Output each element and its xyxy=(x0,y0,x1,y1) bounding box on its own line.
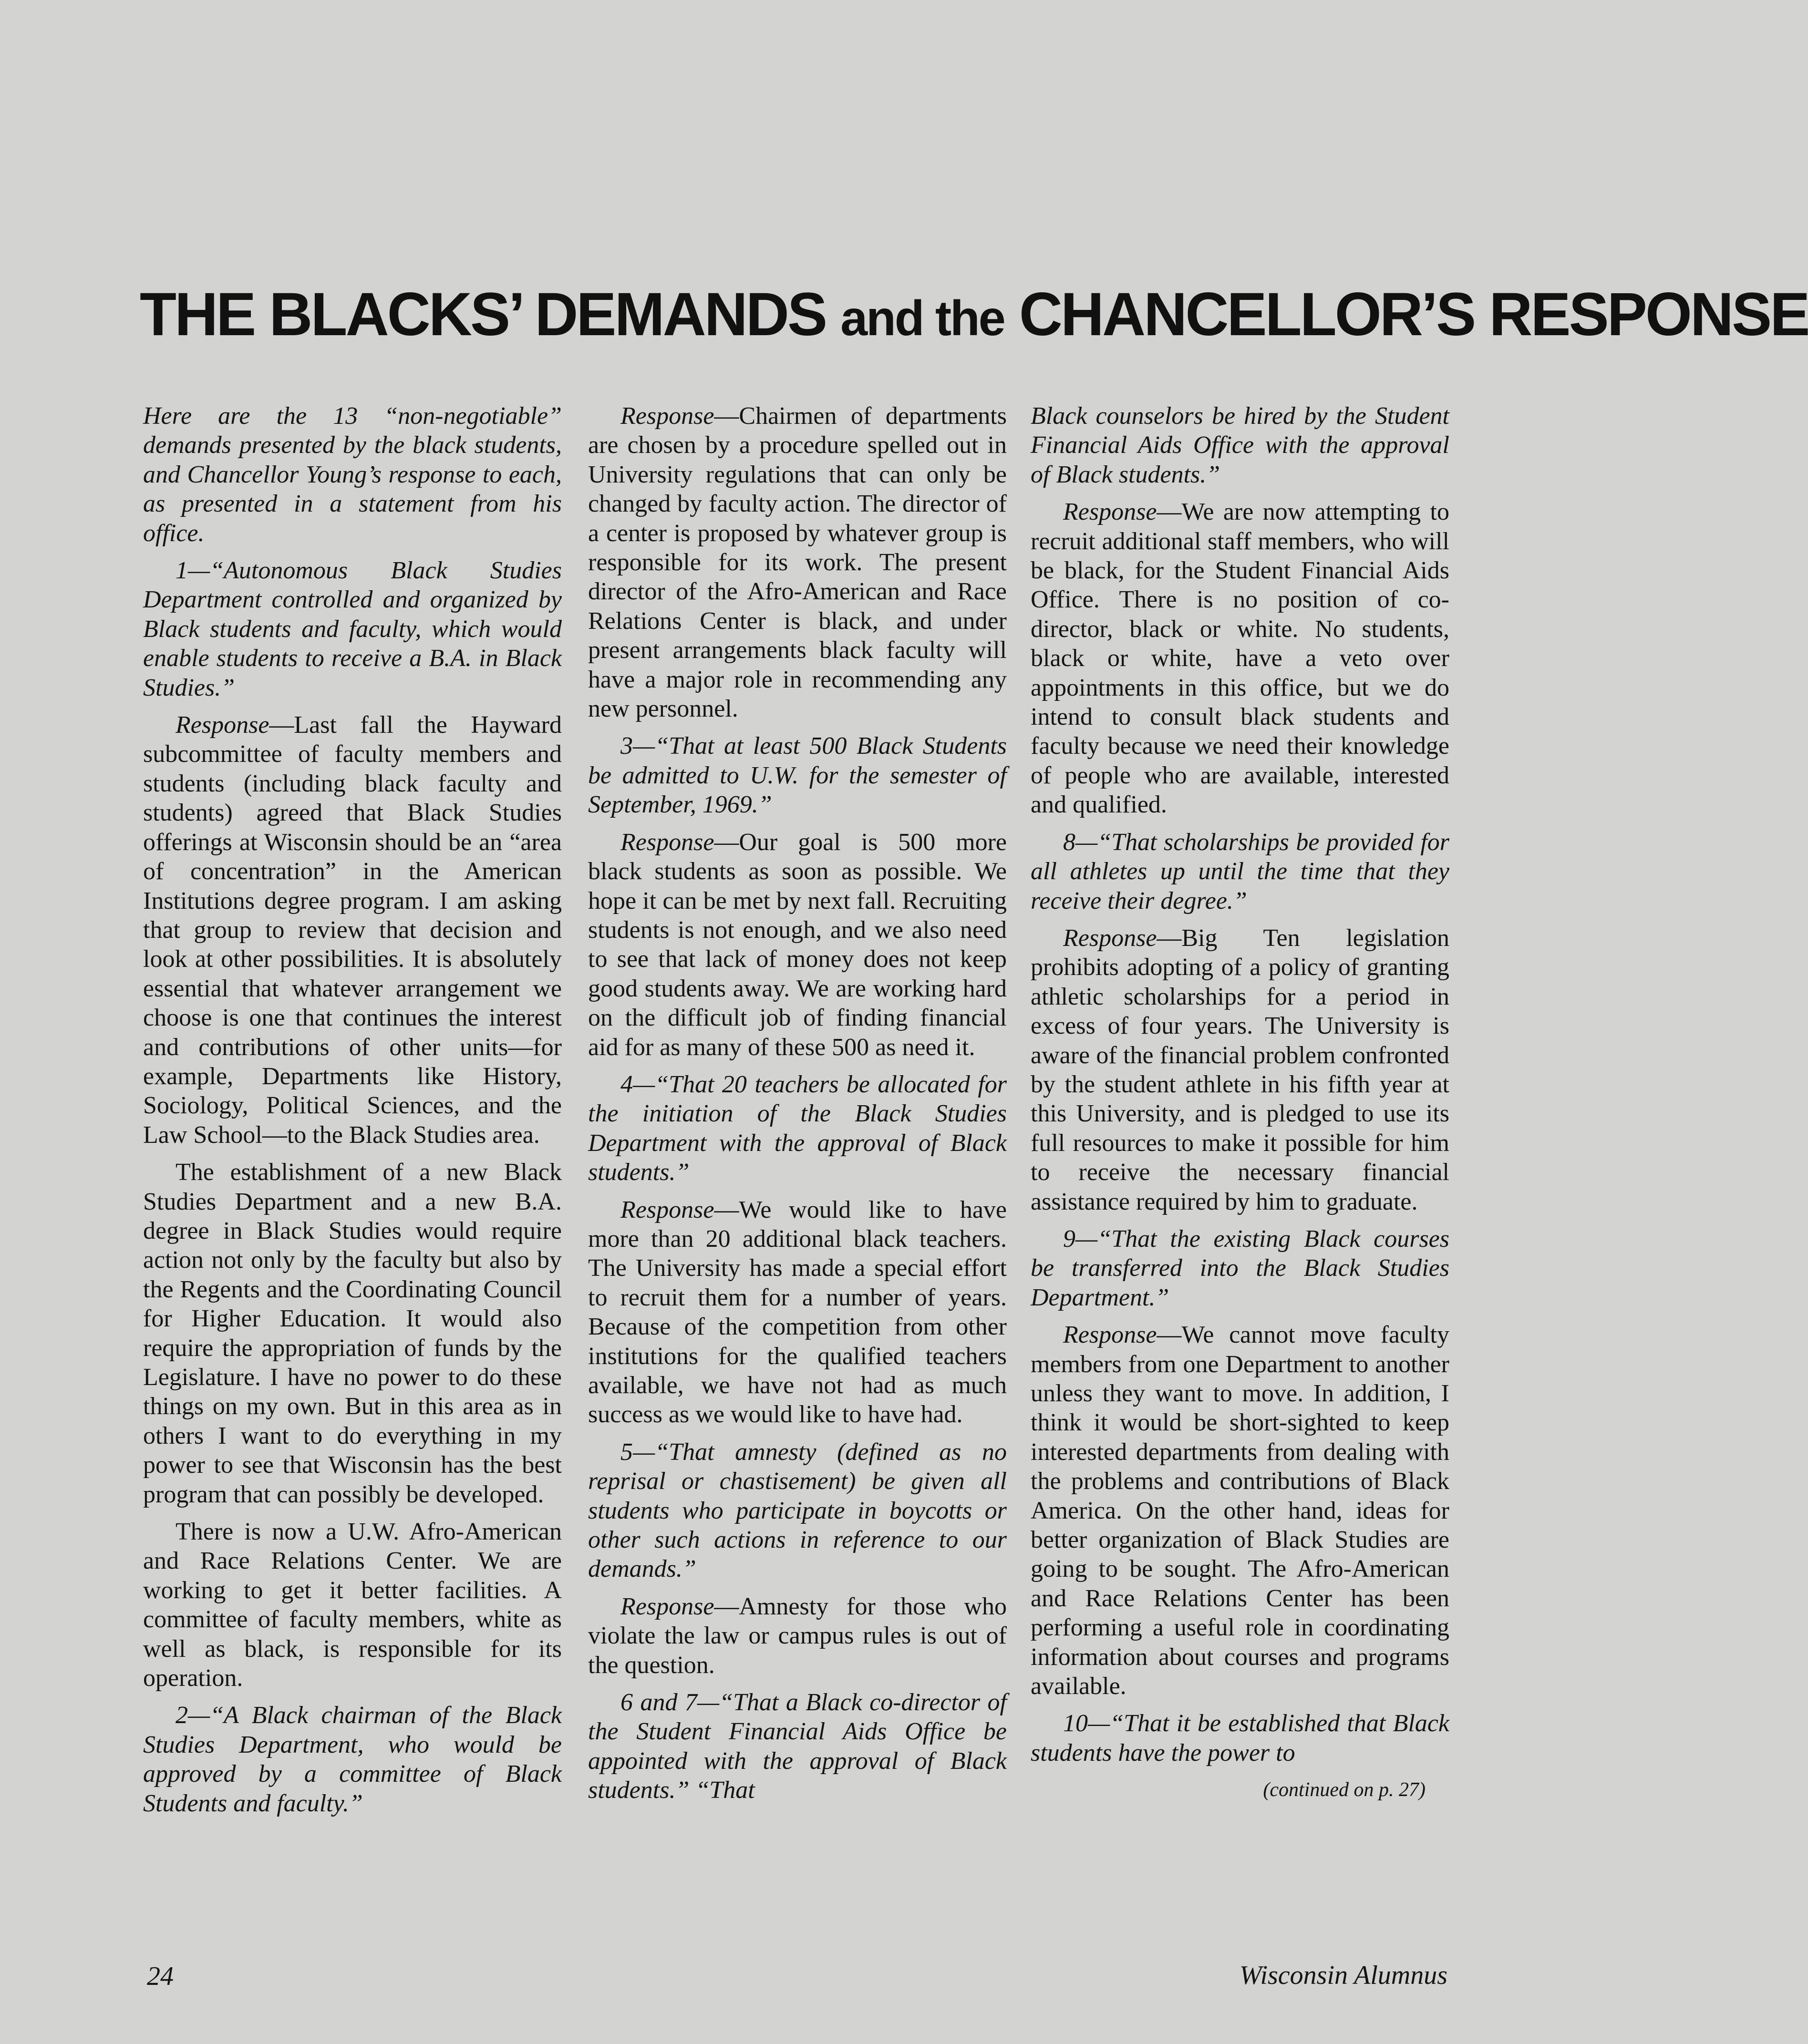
continued-note: (continued on p. 27) xyxy=(1263,1779,1426,1801)
response-label: Response xyxy=(620,1196,714,1223)
response-label: Response xyxy=(620,828,714,856)
headline xyxy=(140,279,1808,354)
response-label: Response xyxy=(620,402,714,430)
response-5 xyxy=(588,1592,1007,1680)
response-2 xyxy=(588,401,1007,723)
publication-name: Wisconsin Alumnus xyxy=(1239,1961,1447,1990)
body-paragraph: There is now a U.W. Afro-American and Race Relations Center. We are working to get it better facilities. A committee of faculty members, white as well as black, is responsible for its operation. xyxy=(143,1518,562,1692)
response-1 xyxy=(143,710,562,1150)
response-label: Response xyxy=(1063,1321,1157,1349)
response-text: —Amnesty for those who violate the law or campus rules is out of the question. xyxy=(588,1592,1007,1679)
intro-paragraph: Here are the 13 “non-negotiable” demands presented by the black students, and Chancellor Young’s response to each, as presented in a statement from his office. xyxy=(143,402,562,547)
demand-6-7: 6 and 7—“That a Black co-director of the Student Financial Aids Office be appointed with the approval of Black students.” “That xyxy=(588,1689,1007,1804)
response-text: —We cannot move faculty members from one Department to another unless they want to move. In addition, I think it would be short-sighted to keep interested departments from dealing with the problems and contributions of Black America. On the other hand, ideas for better organization of Black Studies are going to be sought. The Afro-American and Race Relations Center has been performing a useful role in coordinating information about courses and programs available. xyxy=(1031,1321,1449,1700)
demand-6-7-continued: Black counselors be hired by the Student Financial Aids Office with the approval of Black students.” xyxy=(1031,402,1449,488)
demand-1: 1—“Autonomous Black Studies Department controlled and organized by Black students and faculty, which would enable students to receive a B.A. in Black Studies.” xyxy=(143,557,562,701)
article-column-3 xyxy=(1031,401,1449,1805)
demand-8: 8—“That scholarships be provided for all athletes up until the time that they receive their degree.” xyxy=(1031,828,1449,914)
demand-4: 4—“That 20 teachers be allocated for the initiation of the Black Studies Department with the approval of Black students.” xyxy=(588,1070,1007,1186)
response-label: Response xyxy=(176,711,269,739)
demand-10: 10—“That it be established that Black students have the power to xyxy=(1031,1710,1449,1767)
response-label: Response xyxy=(1063,498,1157,526)
response-text: —We are now attempting to recruit additional staff members, who will be black, for the Student Financial Aids Office. There is no position of co-director, black or white. No students, black or white, have a veto over appointments in this office, but we do intend to consult black students and faculty because we need their knowledge of people who are available, interested and qualified. xyxy=(1031,498,1449,819)
demand-3: 3—“That at least 500 Black Students be admitted to U.W. for the semester of September, 1969.” xyxy=(588,732,1007,819)
demand-2: 2—“A Black chairman of the Black Studies Department, who would be approved by a committee of Black Students and faculty.” xyxy=(143,1702,562,1817)
response-text: —Big Ten legislation prohibits adopting of a policy of granting athletic scholarships for a period in excess of four years. The University is aware of the financial problem confronted by the student athlete in his fifth year at this University, and is pledged to use its full resources to make it possible for him to receive the necessary financial assistance required by him to graduate. xyxy=(1031,924,1449,1215)
response-9 xyxy=(1031,1320,1449,1701)
response-3 xyxy=(588,828,1007,1062)
body-paragraph: The establishment of a new Black Studies Department and a new B.A. degree in Black Studies would require action not only by the faculty but also by the Regents and the Coordinating Council for Higher Education. It would also require the appropriation of funds by the Legislature. I have no power to do these things on my own. But in this area as in others I want to do everything in my power to see that Wisconsin has the best program that can possibly be developed. xyxy=(143,1159,562,1508)
response-text: —Our goal is 500 more black students as soon as possible. We hope it can be met by next fall. Recruiting students is not enough, and we also need to see that lack of money does not keep good students away. We are working hard on the difficult job of finding financial aid for as many of these 500 as need it. xyxy=(588,828,1007,1061)
response-label: Response xyxy=(1063,924,1157,952)
demand-9: 9—“That the existing Black courses be transferred into the Black Studies Department.” xyxy=(1031,1225,1449,1311)
response-label: Response xyxy=(620,1592,714,1620)
article-column-2 xyxy=(588,401,1007,1813)
response-text: —We would like to have more than 20 additional black teachers. The University has made a special effort to recruit them for a number of years. Because of the competition from other institutions for the qualified teachers available, we have not had as much success as we would like to have had. xyxy=(588,1196,1007,1428)
response-text: —Chairmen of departments are chosen by a procedure spelled out in University regulations that can only be changed by faculty action. The director of a center is proposed by whatever group is responsible for its work. The present director of the Afro-American and Race Relations Center is black, and under present arrangements black faculty will have a major role in recommending any new personnel. xyxy=(588,402,1007,723)
response-text: —Last fall the Hayward subcommittee of faculty members and students (including black faculty and students) agreed that Black Studies offerings at Wisconsin should be an “area of concentration” in the American Institutions degree program. I am asking that group to review that decision and look at other possibilities. It is absolutely essential that whatever arrangement we choose is one that continues the interest and contributions of other units—for example, Departments like History, Sociology, Political Sciences, and the Law School—to the Black Studies area. xyxy=(143,711,562,1149)
response-6-7 xyxy=(1031,497,1449,819)
article-column-1 xyxy=(143,401,562,1826)
response-4 xyxy=(588,1195,1007,1429)
page-number: 24 xyxy=(147,1962,174,1991)
headline-part-1: THE BLACKS’ DEMANDS xyxy=(140,280,826,349)
headline-part-2: and the xyxy=(840,291,1004,346)
demand-5: 5—“That amnesty (defined as no reprisal or chastisement) be given all students who participate in boycotts or other such actions in reference to our demands.” xyxy=(588,1438,1007,1583)
headline-part-3: CHANCELLOR’S RESPONSE xyxy=(1019,280,1808,349)
response-8 xyxy=(1031,924,1449,1216)
